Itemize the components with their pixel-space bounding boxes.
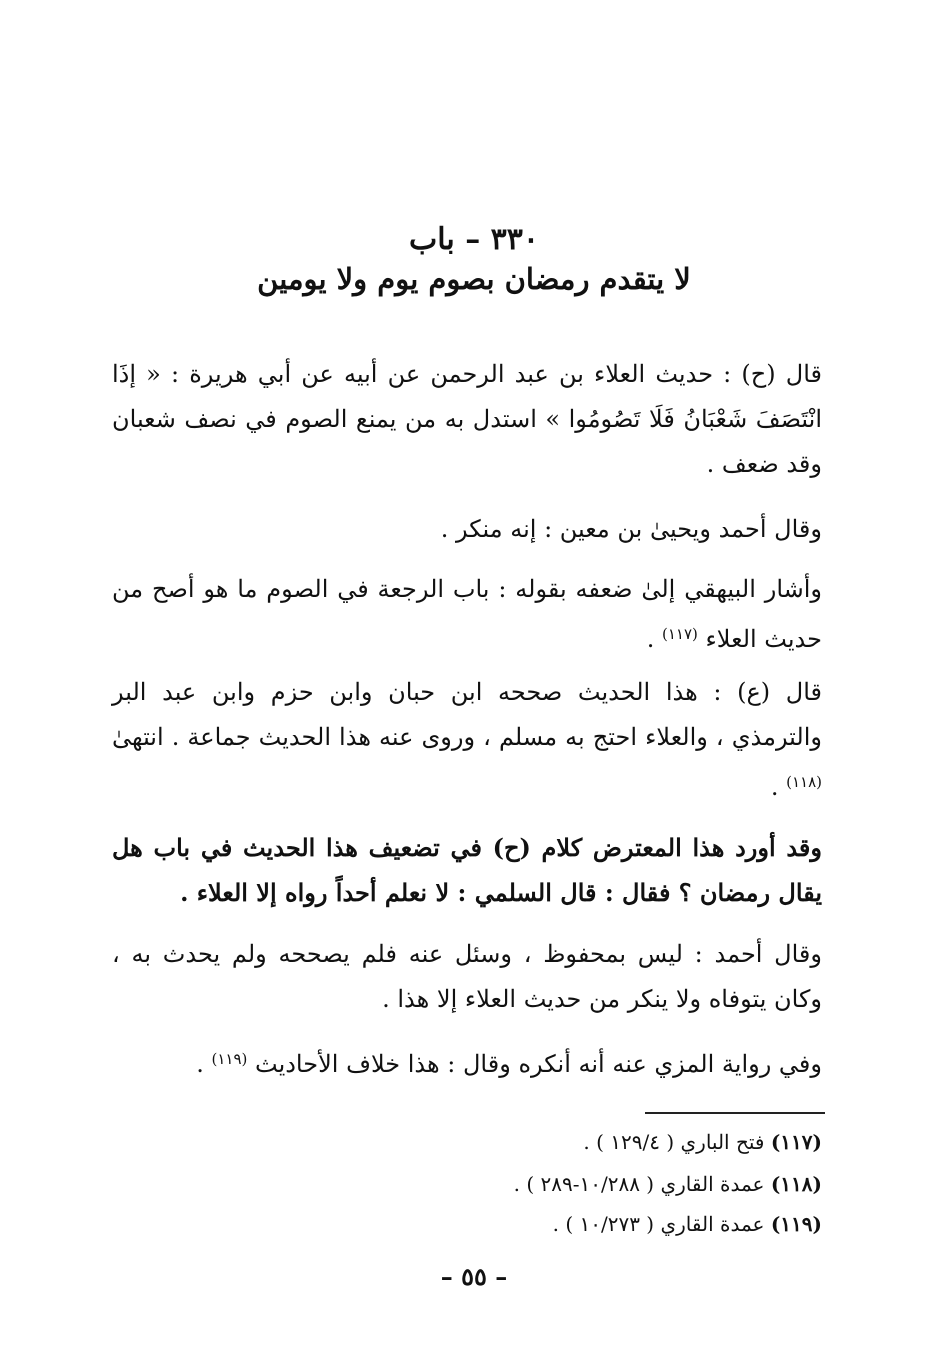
footnote-number: (١١٧) bbox=[770, 1130, 822, 1154]
footnote bbox=[583, 1128, 822, 1156]
paragraph-text: وقد أورد هذا المعترض كلام (ح) في تضعيف هذا الحديث في باب هل يقال رمضان ؟ فقال : قال السلمي : لا نعلم أحداً رواه إلا العلاء . bbox=[112, 833, 822, 907]
footnote-reference: (١١٧) bbox=[661, 625, 698, 643]
paragraph-text: وقال أحمد ويحيىٰ بن معين : إنه منكر . bbox=[440, 515, 822, 543]
paragraph bbox=[112, 567, 822, 662]
paragraph bbox=[112, 670, 822, 810]
paragraph-text: وفي رواية المزي عنه أنه أنكره وقال : هذا خلاف الأحاديث bbox=[255, 1050, 822, 1078]
footnote-text: فتح الباري ( ١٢٩/٤ ) . bbox=[583, 1130, 765, 1154]
footnote-number: (١١٩) bbox=[770, 1212, 822, 1236]
chapter-title: لا يتقدم رمضان بصوم يوم ولا يومين bbox=[257, 262, 691, 296]
paragraph bbox=[112, 932, 822, 1022]
paragraph bbox=[112, 352, 822, 487]
footnote-number: (١١٨) bbox=[770, 1172, 822, 1196]
paragraph bbox=[112, 1037, 822, 1087]
footnote bbox=[514, 1170, 822, 1198]
footnote-text: عمدة القاري ( ١٠/٢٧٣ ) . bbox=[552, 1212, 765, 1236]
footnote-reference: (١١٩) bbox=[211, 1050, 248, 1068]
paragraph-text: وأشار البيهقي إلىٰ ضعفه بقوله : باب الرجعة في الصوم ما هو أصح من حديث العلاء bbox=[112, 575, 822, 653]
page-number: – ٥٥ – bbox=[440, 1262, 508, 1291]
paragraph-end: . bbox=[770, 773, 779, 801]
paragraph-text: وقال أحمد : ليس بمحفوظ ، وسئل عنه فلم يصححه ولم يحدث به ، وكان يتوفاه ولا ينكر من حديث العلاء إلا هذا . bbox=[112, 940, 822, 1013]
paragraph bbox=[112, 825, 822, 915]
paragraph-end: . bbox=[196, 1050, 204, 1078]
paragraph-end: . bbox=[646, 625, 655, 653]
footnote bbox=[553, 1210, 822, 1238]
footnote-divider bbox=[645, 1112, 825, 1114]
paragraph bbox=[112, 507, 822, 552]
chapter-number: ٣٣٠ – باب bbox=[409, 222, 539, 257]
footnote-text: عمدة القاري ( ١٠/٢٨٨-٢٨٩ ) . bbox=[513, 1172, 765, 1196]
footnote-reference: (١١٨) bbox=[786, 773, 822, 791]
paragraph-text: قال (ع) : هذا الحديث صححه ابن حبان وابن حزم وابن عبد البر والترمذي ، والعلاء احتج به مسلم ، وروى عنه هذا الحديث جماعة . انتهىٰ bbox=[112, 678, 822, 751]
paragraph-text: قال (ح) : حديث العلاء بن عبد الرحمن عن أبيه عن أبي هريرة : « إذَا انْتَصَفَ شَعْبَانُ فَلَا تَصُومُوا » استدل به من يمنع الصوم في نصف شعبان وقد ضعف . bbox=[112, 360, 822, 478]
